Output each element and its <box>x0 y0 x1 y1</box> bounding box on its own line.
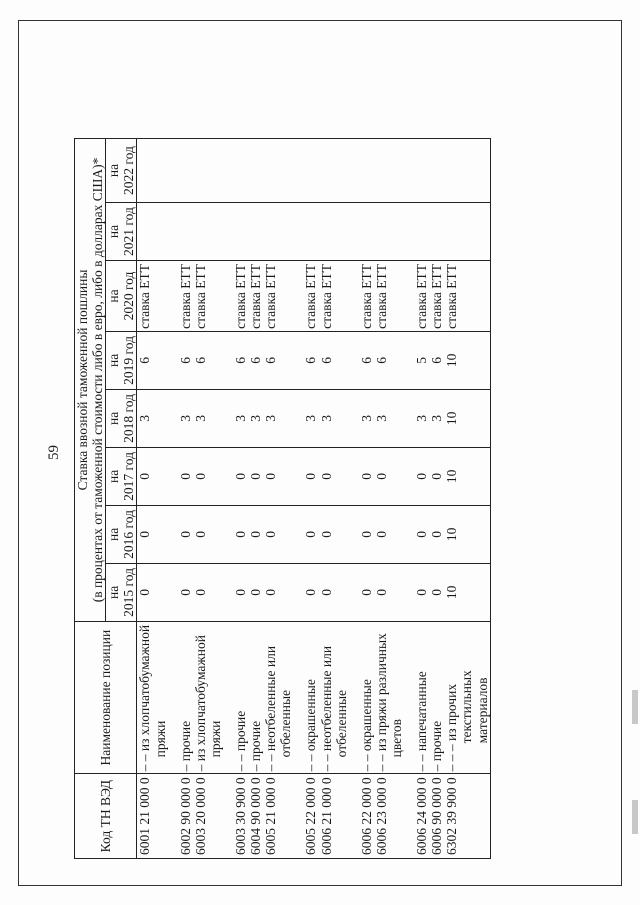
rate-cell-0: 0 <box>233 563 248 621</box>
tn-ved-code: 6002 90 000 0 <box>178 774 193 859</box>
rate-cell-5: ставка ЕТТ <box>248 261 263 332</box>
rate-cell-7 <box>248 139 263 203</box>
rate-cell-5: ставка ЕТТ <box>319 261 349 332</box>
header-rate-title: Ставка ввозной таможенной пошлины <box>75 139 91 622</box>
header-year-3 <box>106 389 137 447</box>
rate-cell-4: 6 <box>263 331 293 389</box>
rate-cell-3: 3 <box>303 389 318 447</box>
position-name-line: – – неотбеленные или <box>318 645 334 772</box>
tn-ved-code: 6001 21 000 0 <box>137 774 168 859</box>
tn-ved-code: 6006 22 000 0 <box>359 774 374 859</box>
header-year-6 <box>106 203 137 261</box>
table-row <box>444 139 490 859</box>
rate-cell-0: 0 <box>414 563 429 621</box>
rate-cell-2: 0 <box>178 447 193 505</box>
position-name-line: – – – из прочих <box>444 683 460 772</box>
tn-ved-code: 6006 90 000 0 <box>429 774 444 859</box>
tn-ved-code: 6004 90 000 0 <box>248 774 263 859</box>
rate-cell-7 <box>193 139 223 203</box>
rate-cell-6 <box>178 203 193 261</box>
rate-cell-0: 10 <box>444 563 490 621</box>
rate-cell-0: 0 <box>178 563 193 621</box>
position-name-line: – прочие <box>429 720 445 772</box>
rate-cell-2: 0 <box>248 447 263 505</box>
header-year-label: 2019 год <box>121 336 137 385</box>
position-name-line: пряжи <box>152 720 168 758</box>
rate-cell-5: ставка ЕТТ <box>303 261 318 332</box>
rate-cell-3: 3 <box>359 389 374 447</box>
table-row <box>359 139 374 859</box>
header-year-prefix: на <box>106 289 122 303</box>
rate-cell-5: ставка ЕТТ <box>414 261 429 332</box>
rate-cell-7 <box>303 139 318 203</box>
header-year-0 <box>106 563 137 621</box>
rate-cell-5: ставка ЕТТ <box>359 261 374 332</box>
rate-cell-7 <box>414 139 429 203</box>
group-spacer <box>404 139 414 859</box>
position-name-line: – – из хлопчатобумажной <box>137 624 153 772</box>
rate-cell-5: ставка ЕТТ <box>193 261 223 332</box>
header-year-prefix: на <box>106 224 122 239</box>
rate-cell-0: 0 <box>248 563 263 621</box>
header-year-label: 2016 год <box>121 510 137 559</box>
table-row <box>178 139 193 859</box>
rate-cell-2: 0 <box>193 447 223 505</box>
rate-cell-1: 0 <box>319 505 349 563</box>
scan-artifact <box>632 800 638 834</box>
rate-cell-4: 6 <box>193 331 223 389</box>
scan-artifact <box>632 690 638 724</box>
rate-cell-1: 0 <box>178 505 193 563</box>
rate-cell-6 <box>263 203 293 261</box>
rate-cell-5: ставка ЕТТ <box>233 261 248 332</box>
header-year-label: 2021 год <box>121 207 137 256</box>
table-row <box>193 139 223 859</box>
rate-cell-6 <box>359 203 374 261</box>
header-year-prefix: на <box>106 163 122 178</box>
rate-cell-4: 6 <box>429 331 444 389</box>
rate-cell-6 <box>444 203 490 261</box>
header-year-prefix: на <box>106 353 122 368</box>
rate-cell-1: 0 <box>263 505 293 563</box>
page-number: 59 <box>46 445 62 460</box>
rate-cell-5: ставка ЕТТ <box>263 261 293 332</box>
header-year-label: 2018 год <box>121 394 137 443</box>
rate-cell-7 <box>359 139 374 203</box>
rate-cell-4: 5 <box>414 331 429 389</box>
rate-cell-3: 3 <box>248 389 263 447</box>
position-name <box>414 621 429 773</box>
tn-ved-code: 6302 39 900 0 <box>444 774 490 859</box>
position-name-line: – – напечатанные <box>414 671 430 772</box>
rate-cell-2: 0 <box>429 447 444 505</box>
table-row <box>374 139 404 859</box>
group-spacer <box>349 139 359 859</box>
rate-cell-6 <box>374 203 404 261</box>
rate-cell-2: 0 <box>414 447 429 505</box>
rate-cell-2: 0 <box>319 447 349 505</box>
rate-cell-3: 3 <box>137 389 168 447</box>
rate-cell-3: 10 <box>444 389 490 447</box>
rate-cell-5: ставка ЕТТ <box>178 261 193 332</box>
rate-cell-7 <box>319 139 349 203</box>
rate-cell-3: 3 <box>263 389 293 447</box>
header-year-5 <box>106 261 137 332</box>
table-row <box>137 139 168 859</box>
rate-cell-5: ставка ЕТТ <box>374 261 404 332</box>
position-name-line: – прочие <box>248 720 264 772</box>
rate-cell-5: ставка ЕТТ <box>429 261 444 332</box>
table-row <box>303 139 318 859</box>
position-name <box>374 621 404 773</box>
position-name <box>429 621 444 773</box>
position-name <box>248 621 263 773</box>
tn-ved-code: 6003 30 900 0 <box>233 774 248 859</box>
table-row <box>319 139 349 859</box>
rate-cell-1: 0 <box>303 505 318 563</box>
header-year-prefix: на <box>106 585 122 600</box>
rate-cell-3: 3 <box>193 389 223 447</box>
rate-cell-4: 6 <box>248 331 263 389</box>
header-year-2 <box>106 447 137 505</box>
position-name <box>178 621 193 773</box>
rate-cell-1: 0 <box>137 505 168 563</box>
position-name-line: – прочие <box>177 720 193 772</box>
header-year-label: 2020 год <box>121 271 137 321</box>
table-row <box>233 139 248 859</box>
position-name-line: – – прочие <box>232 710 248 772</box>
rate-cell-0: 0 <box>359 563 374 621</box>
table-row <box>263 139 293 859</box>
tariff-table <box>74 138 491 859</box>
rate-cell-5: ставка ЕТТ <box>444 261 490 332</box>
rate-cell-0: 0 <box>263 563 293 621</box>
rate-cell-7 <box>374 139 404 203</box>
rate-cell-2: 10 <box>444 447 490 505</box>
rate-cell-0: 0 <box>193 563 223 621</box>
position-name <box>233 621 248 773</box>
rate-cell-7 <box>233 139 248 203</box>
position-name <box>137 621 168 773</box>
rate-cell-2: 0 <box>233 447 248 505</box>
rate-cell-2: 0 <box>359 447 374 505</box>
table-body <box>137 139 490 859</box>
rate-cell-6 <box>303 203 318 261</box>
rate-cell-0: 0 <box>303 563 318 621</box>
position-name-line: отбеленные <box>278 689 294 758</box>
header-year-label: 2022 год <box>121 146 137 195</box>
header-year-prefix: на <box>106 469 122 484</box>
rate-cell-2: 0 <box>303 447 318 505</box>
rate-cell-4: 6 <box>178 331 193 389</box>
header-code: Код ТН ВЭД <box>75 774 137 859</box>
rate-cell-0: 0 <box>374 563 404 621</box>
group-spacer <box>293 139 303 859</box>
group-spacer <box>223 139 233 859</box>
position-name-line: – – окрашенные <box>358 679 374 772</box>
rate-cell-7 <box>137 139 168 203</box>
rate-cell-1: 0 <box>248 505 263 563</box>
rotated-content <box>40 40 600 865</box>
position-name-line: пряжи <box>207 720 223 758</box>
rate-cell-6 <box>193 203 223 261</box>
header-year-1 <box>106 505 137 563</box>
rate-cell-3: 3 <box>429 389 444 447</box>
position-name-line: цветов <box>388 719 404 758</box>
rate-cell-4: 6 <box>374 331 404 389</box>
rate-cell-0: 0 <box>137 563 168 621</box>
position-name <box>444 621 490 773</box>
rate-cell-4: 6 <box>303 331 318 389</box>
position-name-line: отбеленные <box>333 689 349 758</box>
rate-cell-3: 3 <box>178 389 193 447</box>
tn-ved-code: 6005 21 000 0 <box>263 774 293 859</box>
header-year-label: 2015 год <box>121 568 137 617</box>
rate-cell-4: 10 <box>444 331 490 389</box>
rate-cell-1: 0 <box>193 505 223 563</box>
rate-cell-2: 0 <box>137 447 168 505</box>
tn-ved-code: 6003 20 000 0 <box>193 774 223 859</box>
rate-cell-6 <box>137 203 168 261</box>
position-name-line: – – окрашенные <box>303 679 319 772</box>
header-year-prefix: на <box>106 411 122 426</box>
position-name <box>193 621 223 773</box>
tn-ved-code: 6006 24 000 0 <box>414 774 429 859</box>
position-name <box>319 621 349 773</box>
rate-cell-1: 0 <box>374 505 404 563</box>
rate-cell-6 <box>429 203 444 261</box>
rate-cell-1: 0 <box>414 505 429 563</box>
position-name-line: – – из пряжи различных <box>373 633 389 772</box>
rate-cell-1: 0 <box>359 505 374 563</box>
position-name-line: материалов <box>474 677 490 744</box>
rate-cell-6 <box>319 203 349 261</box>
table-row <box>414 139 429 859</box>
rate-cell-6 <box>233 203 248 261</box>
rate-cell-3: 3 <box>319 389 349 447</box>
position-name-line: – из хлопчатобумажной <box>192 635 208 772</box>
rate-cell-6 <box>414 203 429 261</box>
rate-cell-1: 0 <box>429 505 444 563</box>
rate-cell-7 <box>444 139 490 203</box>
position-name <box>303 621 318 773</box>
rate-cell-5: ставка ЕТТ <box>137 261 168 332</box>
rate-cell-1: 0 <box>233 505 248 563</box>
tn-ved-code: 6006 23 000 0 <box>374 774 404 859</box>
header-rate-subtitle: (в процентах от таможенной стоимости либо в евро, либо в долларах США)* <box>90 139 106 622</box>
table-row <box>248 139 263 859</box>
position-name-line: – – неотбеленные или <box>263 645 279 772</box>
position-name <box>359 621 374 773</box>
rate-cell-0: 0 <box>429 563 444 621</box>
rate-cell-7 <box>429 139 444 203</box>
rate-cell-4: 6 <box>319 331 349 389</box>
position-name <box>263 621 293 773</box>
rate-cell-2: 0 <box>263 447 293 505</box>
rate-cell-2: 0 <box>374 447 404 505</box>
position-name-line: текстильных <box>459 670 475 744</box>
tn-ved-code: 6005 22 000 0 <box>303 774 318 859</box>
rate-cell-3: 3 <box>233 389 248 447</box>
rate-cell-7 <box>178 139 193 203</box>
header-year-prefix: на <box>106 527 122 542</box>
rate-cell-3: 3 <box>374 389 404 447</box>
header-year-4 <box>106 331 137 389</box>
rate-cell-1: 10 <box>444 505 490 563</box>
table-row <box>429 139 444 859</box>
header-year-label: 2017 год <box>121 452 137 501</box>
group-spacer <box>168 139 178 859</box>
rate-cell-4: 6 <box>359 331 374 389</box>
header-year-7 <box>106 139 137 203</box>
rate-cell-0: 0 <box>319 563 349 621</box>
header-name: Наименование позиции <box>75 621 137 773</box>
tn-ved-code: 6006 21 000 0 <box>319 774 349 859</box>
rate-cell-3: 3 <box>414 389 429 447</box>
rate-cell-4: 6 <box>233 331 248 389</box>
rate-cell-4: 6 <box>137 331 168 389</box>
rate-cell-6 <box>248 203 263 261</box>
rate-cell-7 <box>263 139 293 203</box>
